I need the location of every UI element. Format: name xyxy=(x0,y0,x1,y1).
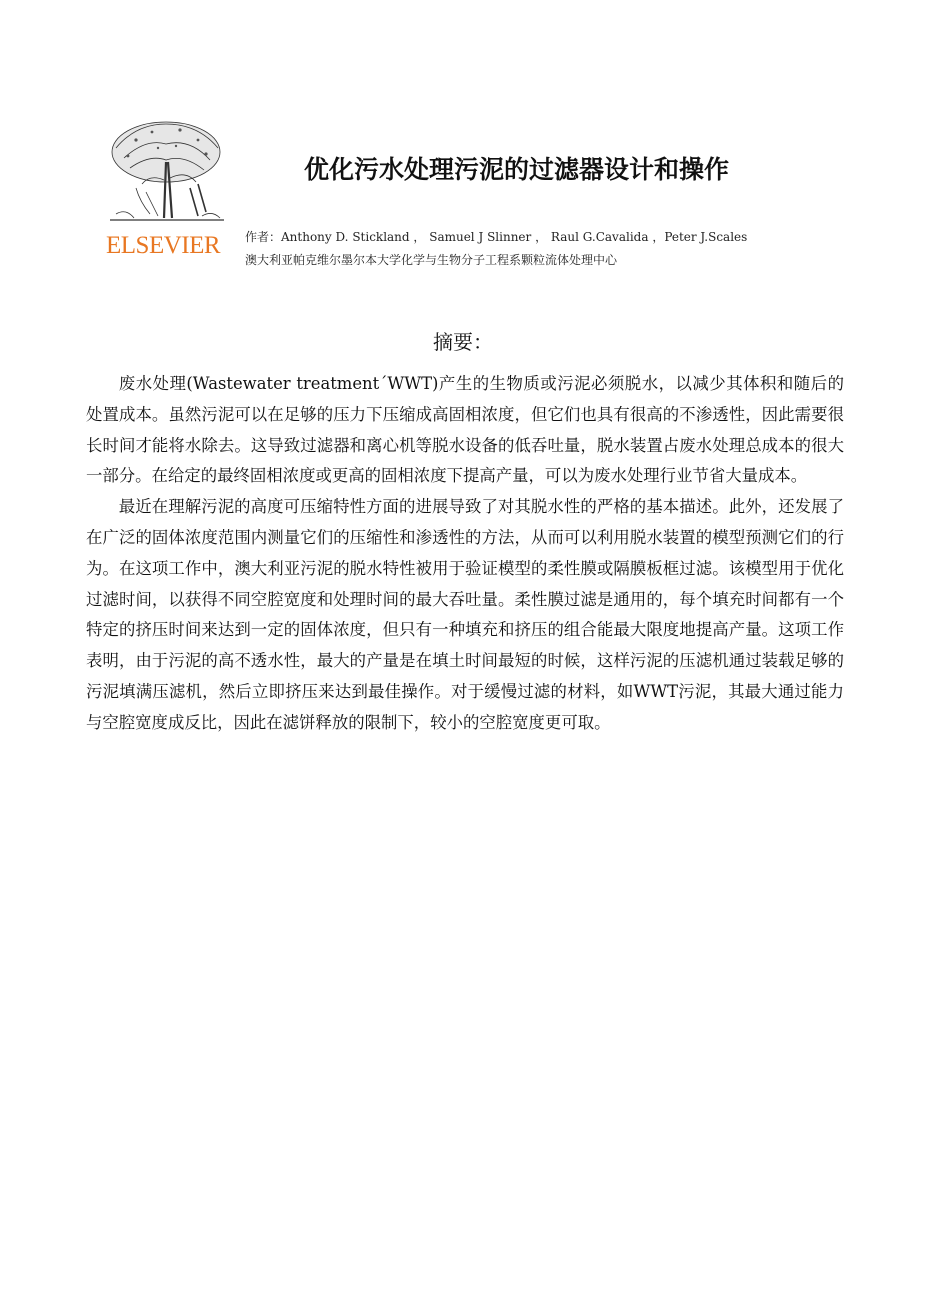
abstract-body xyxy=(86,369,844,739)
paper-title: 优化污水处理污泥的过滤器设计和操作 xyxy=(304,155,730,184)
logo-wordmark: ELSEVIER xyxy=(106,232,221,259)
elsevier-tree-icon xyxy=(106,118,228,228)
abstract-paragraph: 最近在理解污泥的高度可压缩特性方面的进展导致了对其脱水性的严格的基本描述。此外，还发展了在广泛的固体浓度范围内测量它们的压缩性和渗透性的方法，从而可以利用脱水装置的模型预测它们的行为。在这项工作中，澳大利亚污泥的脱水特性被用于验证模型的柔性膜或隔膜板框过滤。该模型用于优化过滤时间，以获得不同空腔宽度和处理时间的最大吞吐量。柔性膜过滤是通用的，每个填充时间都有一个特定的挤压时间来达到一定的固体浓度，但只有一种填充和挤压的组合能最大限度地提高产量。这项工作表明，由于污泥的高不透水性，最大的产量是在填土时间最短的时候，这样污泥的压滤机通过装载足够的污泥填满压滤机，然后立即挤压来达到最佳操作。对于缓慢过滤的材料，如WWT污泥，其最大通过能力与空腔宽度成反比，因此在滤饼释放的限制下，较小的空腔宽度更可取。 xyxy=(86,497,844,732)
author-list: 作者：Anthony D. Stickland ， Samuel J Slinner ， Raul G.Cavalida ，Peter J.Scales xyxy=(245,230,748,244)
abstract-paragraph: 废水处理(Wastewater treatment´WWT)产生的生物质或污泥必须脱水，以减少其体积和随后的处置成本。虽然污泥可以在足够的压力下压缩成高固相浓度，但它们也具有很高的不渗透性，因此需要很长时间才能将水除去。这导致过滤器和离心机等脱水设备的低吞吐量，脱水装置占废水处理总成本的很大一部分。在给定的最终固相浓度或更高的固相浓度下提高产量，可以为废水处理行业节省大量成本。 xyxy=(86,374,844,486)
abstract-heading: 摘要： xyxy=(433,330,493,354)
author-affiliation: 澳大利亚帕克维尔墨尔本大学化学与生物分子工程系颗粒流体处理中心 xyxy=(245,253,618,267)
publisher-logo xyxy=(102,118,232,264)
